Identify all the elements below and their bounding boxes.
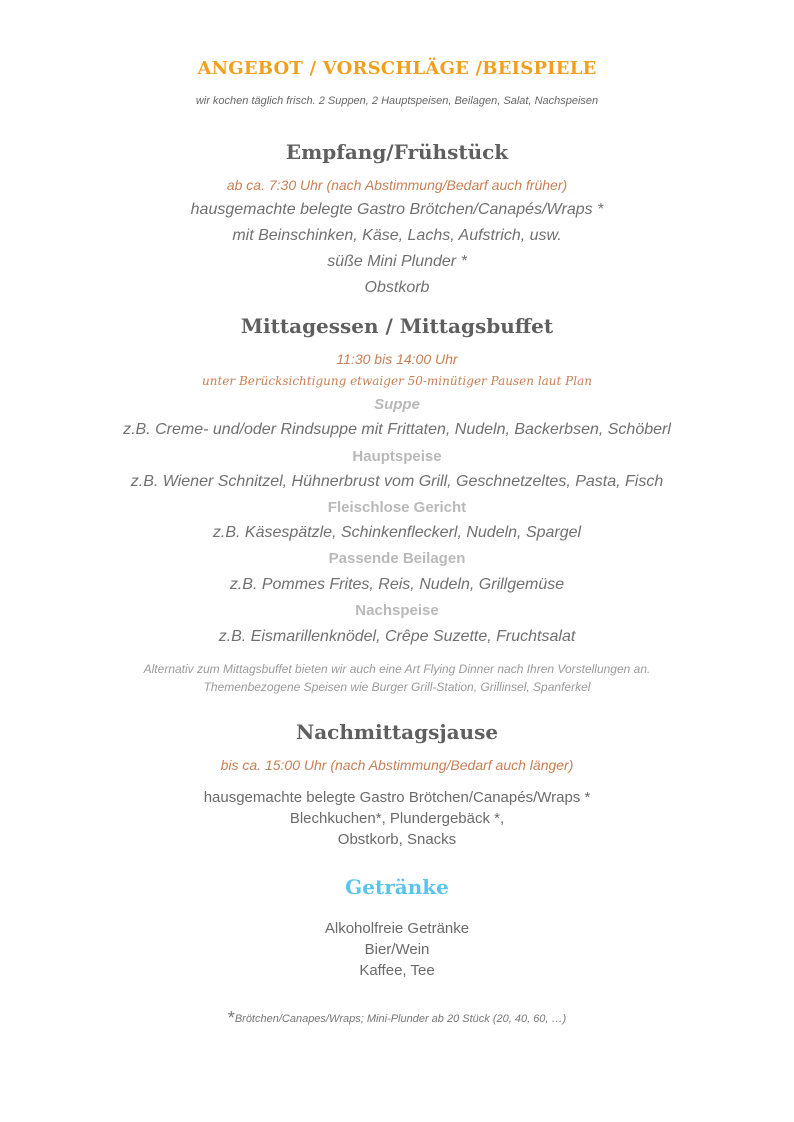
category-beilagen: Passende Beilagen <box>328 550 466 567</box>
empfang-item: süße Mini Plunder * <box>327 253 467 270</box>
empfang-item: Obstkorb <box>364 279 430 296</box>
category-suppe: Suppe <box>374 396 420 413</box>
section-title-empfang: Empfang/Frühstück <box>285 140 509 164</box>
section-title-getraenke: Getränke <box>345 875 449 899</box>
page-subtitle: wir kochen täglich frisch. 2 Suppen, 2 Hauptspeisen, Beilagen, Salat, Nachspeisen <box>195 95 599 107</box>
footnote <box>0 1008 794 1029</box>
category-text: z.B. Wiener Schnitzel, Hühnerbrust vom Grill, Geschnetzeltes, Pasta, Fisch <box>130 473 664 490</box>
category-fleischlos: Fleischlose Gericht <box>327 499 467 516</box>
footnote-asterisk: * <box>227 1008 235 1028</box>
getraenke-item: Bier/Wein <box>364 941 430 958</box>
category-text: z.B. Eismarillenknödel, Crêpe Suzette, Fruchtsalat <box>218 628 576 645</box>
jause-item: hausgemachte belegte Gastro Brötchen/Canapés/Wraps * <box>203 789 591 806</box>
alternative-note-line: Themenbezogene Speisen wie Burger Grill-Station, Grillinsel, Spanferkel <box>203 680 591 694</box>
category-text: z.B. Pommes Frites, Reis, Nudeln, Grillgemüse <box>229 576 565 593</box>
empfang-time: ab ca. 7:30 Uhr (nach Abstimmung/Bedarf auch früher) <box>226 177 568 193</box>
section-title-mittag: Mittagessen / Mittagsbuffet <box>240 314 554 338</box>
footnote-text: Brötchen/Canapes/Wraps; Mini-Plunder ab 20 Stück (20, 40, 60, …) <box>234 1013 567 1025</box>
page-title: ANGEBOT / VORSCHLÄGE /BEISPIELE <box>197 58 597 79</box>
category-hauptspeise: Hauptspeise <box>352 448 442 465</box>
category-text: z.B. Käsespätzle, Schinkenfleckerl, Nudeln, Spargel <box>212 524 582 541</box>
category-text: z.B. Creme- und/oder Rindsuppe mit Frittaten, Nudeln, Backerbsen, Schöberl <box>123 421 671 438</box>
category-nachspeise: Nachspeise <box>355 602 439 619</box>
mittag-note: unter Berücksichtigung etwaiger 50-minütiger Pausen laut Plan <box>202 374 592 388</box>
empfang-item: mit Beinschinken, Käse, Lachs, Aufstrich, usw. <box>232 227 562 244</box>
getraenke-item: Alkoholfreie Getränke <box>324 920 470 937</box>
mittag-time: 11:30 bis 14:00 Uhr <box>336 351 458 367</box>
section-title-jause: Nachmittagsjause <box>295 720 499 744</box>
getraenke-item: Kaffee, Tee <box>359 962 435 979</box>
alternative-note-line: Alternativ zum Mittagsbuffet bieten wir auch eine Art Flying Dinner nach Ihren Vorstellungen an. <box>143 662 651 676</box>
jause-time: bis ca. 15:00 Uhr (nach Abstimmung/Bedarf auch länger) <box>220 757 574 773</box>
jause-item: Obstkorb, Snacks <box>337 831 457 848</box>
jause-item: Blechkuchen*, Plundergebäck *, <box>289 810 505 827</box>
empfang-item: hausgemachte belegte Gastro Brötchen/Canapés/Wraps * <box>190 201 604 218</box>
